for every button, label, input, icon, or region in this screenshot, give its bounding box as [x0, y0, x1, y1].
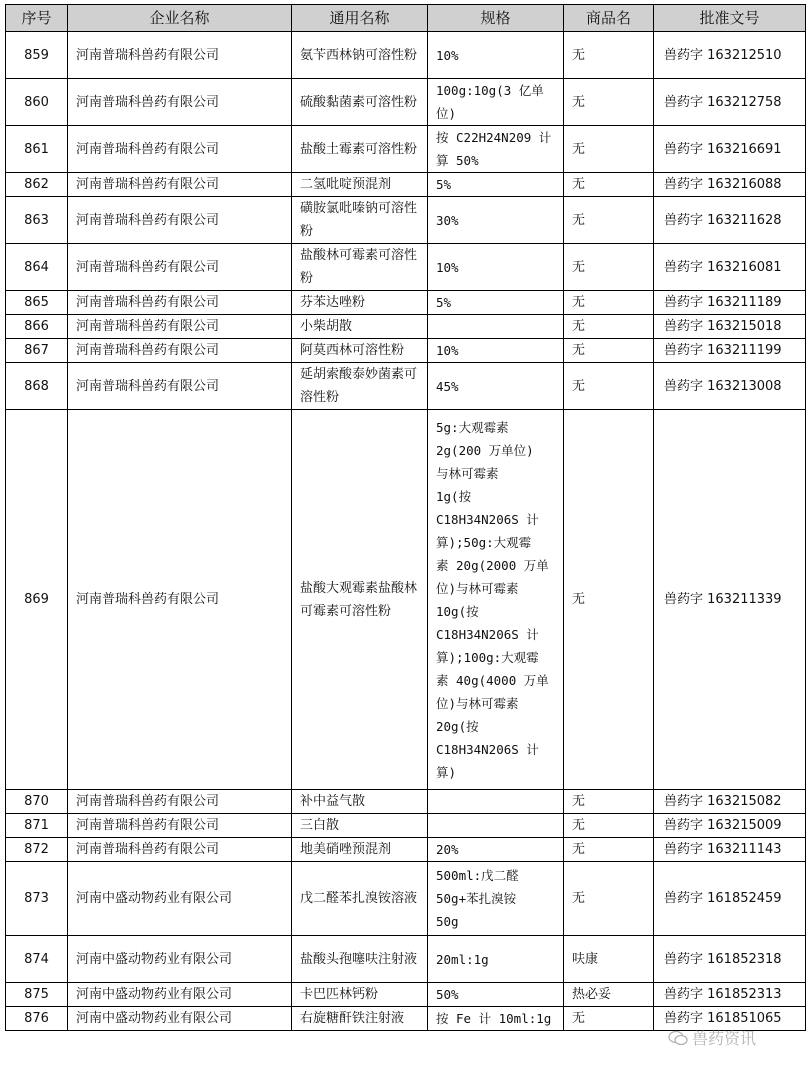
cell-spec: 5% — [428, 291, 564, 315]
cell-brand: 无 — [564, 410, 654, 790]
cell-company: 河南普瑞科兽药有限公司 — [68, 291, 292, 315]
cell-generic-name: 小柴胡散 — [292, 315, 428, 339]
cell-company: 河南普瑞科兽药有限公司 — [68, 838, 292, 862]
header-spec: 规格 — [428, 5, 564, 32]
cell-no: 867 — [6, 339, 68, 363]
cell-brand: 无 — [564, 790, 654, 814]
header-brand: 商品名 — [564, 5, 654, 32]
cell-company: 河南中盛动物药业有限公司 — [68, 1007, 292, 1031]
cell-no: 871 — [6, 814, 68, 838]
cell-approval: 兽药字 163215018 — [654, 315, 806, 339]
cell-spec: 100g:10g(3 亿单位) — [428, 79, 564, 126]
table-row — [6, 862, 806, 936]
cell-generic-name: 戊二醛苯扎溴铵溶液 — [292, 862, 428, 936]
table-row — [6, 173, 806, 197]
cell-brand: 呋康 — [564, 936, 654, 983]
cell-company: 河南普瑞科兽药有限公司 — [68, 363, 292, 410]
cell-brand: 无 — [564, 363, 654, 410]
cell-company: 河南中盛动物药业有限公司 — [68, 862, 292, 936]
cell-no: 863 — [6, 197, 68, 244]
cell-no: 860 — [6, 79, 68, 126]
cell-no: 869 — [6, 410, 68, 790]
cell-company: 河南普瑞科兽药有限公司 — [68, 197, 292, 244]
cell-approval: 兽药字 163215082 — [654, 790, 806, 814]
cell-generic-name: 阿莫西林可溶性粉 — [292, 339, 428, 363]
cell-brand: 无 — [564, 838, 654, 862]
cell-company: 河南普瑞科兽药有限公司 — [68, 79, 292, 126]
cell-approval: 兽药字 161852313 — [654, 983, 806, 1007]
cell-generic-name: 盐酸头孢噻呋注射液 — [292, 936, 428, 983]
cell-brand: 无 — [564, 814, 654, 838]
cell-no: 868 — [6, 363, 68, 410]
cell-generic-name: 地美硝唑预混剂 — [292, 838, 428, 862]
cell-brand: 热必妥 — [564, 983, 654, 1007]
cell-generic-name: 三白散 — [292, 814, 428, 838]
cell-company: 河南普瑞科兽药有限公司 — [68, 173, 292, 197]
cell-company: 河南普瑞科兽药有限公司 — [68, 790, 292, 814]
cell-no: 866 — [6, 315, 68, 339]
header-approval: 批准文号 — [654, 5, 806, 32]
cell-generic-name: 氨苄西林钠可溶性粉 — [292, 32, 428, 79]
table-row — [6, 838, 806, 862]
table-row — [6, 315, 806, 339]
cell-company: 河南普瑞科兽药有限公司 — [68, 32, 292, 79]
cell-spec: 按 C22H24N209 计算 50% — [428, 126, 564, 173]
cell-approval: 兽药字 163216691 — [654, 126, 806, 173]
table-row — [6, 291, 806, 315]
cell-approval: 兽药字 161852318 — [654, 936, 806, 983]
cell-generic-name: 盐酸土霉素可溶性粉 — [292, 126, 428, 173]
table-body — [6, 32, 806, 1031]
cell-generic-name: 磺胺氯吡嗪钠可溶性粉 — [292, 197, 428, 244]
cell-no: 859 — [6, 32, 68, 79]
cell-brand: 无 — [564, 862, 654, 936]
watermark-text: 兽药资讯 — [692, 1029, 757, 1048]
cell-generic-name: 右旋糖酐铁注射液 — [292, 1007, 428, 1031]
table-row — [6, 126, 806, 173]
cell-approval: 兽药字 163212510 — [654, 32, 806, 79]
cell-no: 864 — [6, 244, 68, 291]
cell-approval: 兽药字 161851065 — [654, 1007, 806, 1031]
cell-generic-name: 延胡索酸泰妙菌素可溶性粉 — [292, 363, 428, 410]
cell-brand: 无 — [564, 339, 654, 363]
table-row — [6, 410, 806, 790]
header-no: 序号 — [6, 5, 68, 32]
table-row — [6, 363, 806, 410]
cell-approval: 兽药字 163211143 — [654, 838, 806, 862]
table-row — [6, 197, 806, 244]
cell-no: 862 — [6, 173, 68, 197]
cell-brand: 无 — [564, 291, 654, 315]
cell-approval: 兽药字 163211189 — [654, 291, 806, 315]
table-row — [6, 339, 806, 363]
cell-company: 河南普瑞科兽药有限公司 — [68, 244, 292, 291]
cell-generic-name: 硫酸黏菌素可溶性粉 — [292, 79, 428, 126]
cell-brand: 无 — [564, 244, 654, 291]
cell-brand: 无 — [564, 173, 654, 197]
cell-no: 875 — [6, 983, 68, 1007]
table-row — [6, 790, 806, 814]
cell-no: 876 — [6, 1007, 68, 1031]
cell-approval: 兽药字 163211199 — [654, 339, 806, 363]
cell-spec: 按 Fe 计 10ml:1g — [428, 1007, 564, 1031]
table-row — [6, 814, 806, 838]
cell-spec — [428, 315, 564, 339]
cell-spec: 45% — [428, 363, 564, 410]
cell-company: 河南中盛动物药业有限公司 — [68, 983, 292, 1007]
cell-spec: 20% — [428, 838, 564, 862]
cell-company: 河南普瑞科兽药有限公司 — [68, 339, 292, 363]
drug-approval-table — [5, 4, 806, 1031]
cell-spec: 50% — [428, 983, 564, 1007]
cell-company: 河南普瑞科兽药有限公司 — [68, 126, 292, 173]
cell-generic-name: 卡巴匹林钙粉 — [292, 983, 428, 1007]
table-row — [6, 79, 806, 126]
header-generic-name: 通用名称 — [292, 5, 428, 32]
cell-spec: 10% — [428, 339, 564, 363]
cell-approval: 兽药字 163212758 — [654, 79, 806, 126]
cell-approval: 兽药字 163211339 — [654, 410, 806, 790]
cell-spec — [428, 814, 564, 838]
table-row — [6, 983, 806, 1007]
cell-generic-name: 盐酸林可霉素可溶性粉 — [292, 244, 428, 291]
cell-spec: 10% — [428, 244, 564, 291]
cell-approval: 兽药字 163216088 — [654, 173, 806, 197]
cell-no: 865 — [6, 291, 68, 315]
cell-brand: 无 — [564, 32, 654, 79]
cell-approval: 兽药字 161852459 — [654, 862, 806, 936]
cell-brand: 无 — [564, 126, 654, 173]
chat-bubble-icon — [668, 1030, 688, 1046]
cell-approval: 兽药字 163215009 — [654, 814, 806, 838]
cell-company: 河南中盛动物药业有限公司 — [68, 936, 292, 983]
table-row — [6, 244, 806, 291]
cell-no: 872 — [6, 838, 68, 862]
cell-approval: 兽药字 163213008 — [654, 363, 806, 410]
cell-brand: 无 — [564, 79, 654, 126]
cell-spec: 20ml:1g — [428, 936, 564, 983]
table-row — [6, 32, 806, 79]
cell-no: 874 — [6, 936, 68, 983]
header-row — [6, 5, 806, 32]
cell-spec: 500ml:戊二醛 50g+苯扎溴铵 50g — [428, 862, 564, 936]
cell-approval: 兽药字 163216081 — [654, 244, 806, 291]
cell-spec: 30% — [428, 197, 564, 244]
cell-company: 河南普瑞科兽药有限公司 — [68, 814, 292, 838]
cell-generic-name: 二氢吡啶预混剂 — [292, 173, 428, 197]
cell-brand: 无 — [564, 315, 654, 339]
table-row — [6, 936, 806, 983]
cell-no: 861 — [6, 126, 68, 173]
cell-generic-name: 盐酸大观霉素盐酸林可霉素可溶性粉 — [292, 410, 428, 790]
cell-no: 873 — [6, 862, 68, 936]
watermark — [668, 1026, 756, 1049]
cell-brand: 无 — [564, 1007, 654, 1031]
cell-generic-name: 补中益气散 — [292, 790, 428, 814]
cell-spec: 5% — [428, 173, 564, 197]
cell-company: 河南普瑞科兽药有限公司 — [68, 410, 292, 790]
cell-brand: 无 — [564, 197, 654, 244]
cell-company: 河南普瑞科兽药有限公司 — [68, 315, 292, 339]
cell-spec — [428, 790, 564, 814]
cell-spec: 10% — [428, 32, 564, 79]
cell-generic-name: 芬苯达唑粉 — [292, 291, 428, 315]
cell-approval: 兽药字 163211628 — [654, 197, 806, 244]
cell-spec: 5g:大观霉素 2g(200 万单位) 与林可霉素 1g(按 C18H34N206S 计 算);50g:大观霉 素 20g(2000 万单 位)与林可霉素 10g(按 C18H34N206S 计 算);100g:大观霉 素 40g(4000 万单 位)与林可霉素 20g(按 C18H34N206S 计 算) — [428, 410, 564, 790]
cell-no: 870 — [6, 790, 68, 814]
header-company: 企业名称 — [68, 5, 292, 32]
